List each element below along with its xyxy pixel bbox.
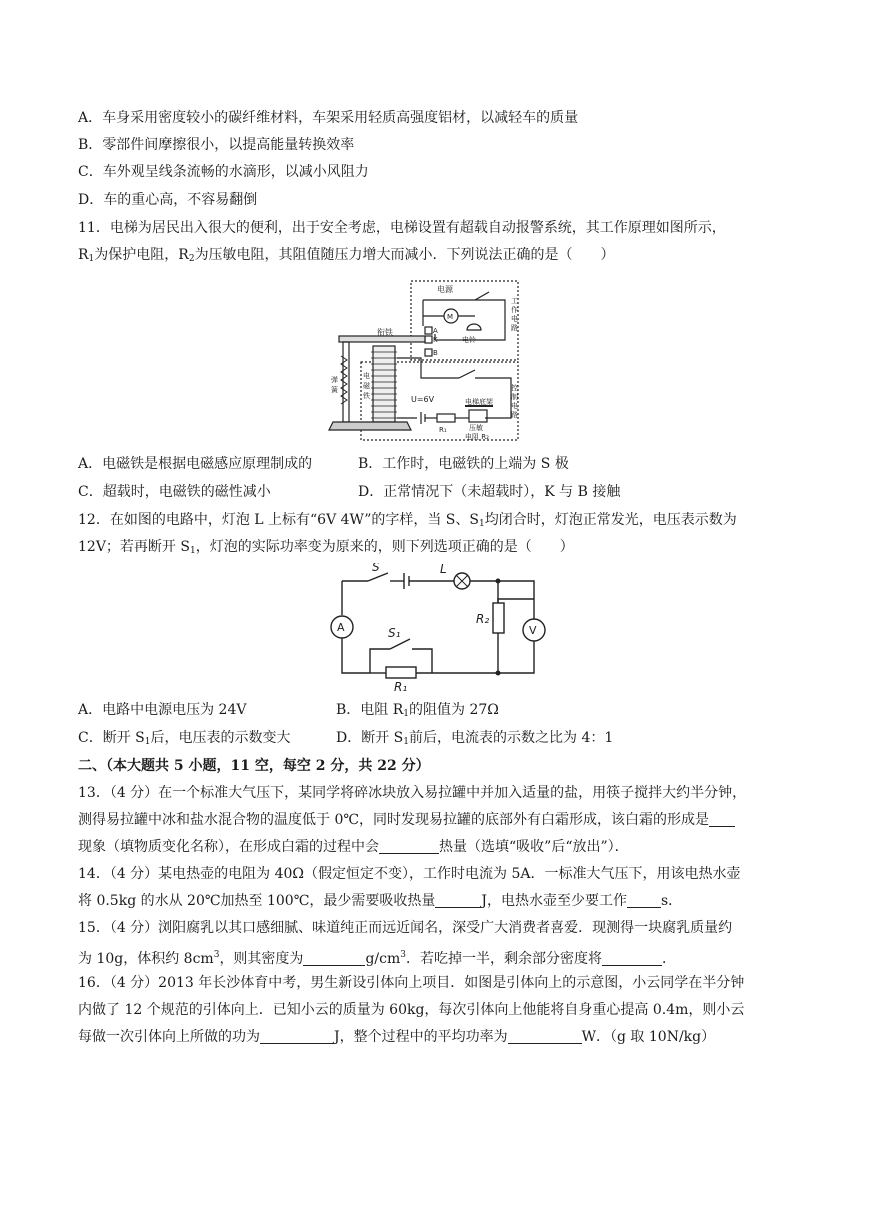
control-label-4: 路 bbox=[511, 411, 518, 419]
resistor-r2 bbox=[493, 603, 504, 633]
q12-circuit-figure bbox=[322, 563, 552, 695]
r1-label: R₁ bbox=[394, 680, 408, 694]
q14-line2: 将 0.5kg 的水从 20℃加热至 100℃，最少需要吸收热量 J，电热水壶至少要工作 s． bbox=[78, 893, 683, 909]
q14-blank-2[interactable] bbox=[627, 893, 661, 908]
section-2-heading: 二、（本大题共 5 小题，11 空，每空 2 分，共 22 分） bbox=[78, 758, 430, 774]
spring-label-2: 簧 bbox=[331, 386, 338, 394]
q15-blank-1[interactable] bbox=[303, 951, 365, 966]
q12-stem-line2: 12V；若再断开 $S_1$，灯泡的实际功率变为原来的，则下列选项正确的是（ ） bbox=[78, 539, 574, 556]
q16-line2: 内做了 12 个规范的引体向上．已知小云的质量为 60kg，每次引体向上他能将自身重心提高 0.4m，则小云 bbox=[78, 1002, 745, 1018]
r1-label: R₁ bbox=[439, 426, 447, 434]
q11-option-c: C．超载时，电磁铁的磁性减小 bbox=[78, 484, 271, 500]
q10-option-c: C．车外观呈线条流畅的水滴形，以减小风阻力 bbox=[78, 164, 369, 180]
r1-resistor bbox=[437, 414, 455, 422]
q15-line2: 为 10g，体积约 $8cm^3$，则其密度为 $g/cm^3$．若吃掉一半，剩余部分密度将 ． bbox=[78, 950, 676, 967]
q12-stem-line1: 12．在如图的电路中，灯泡 L 上标有“6V 4W”的字样，当 S、$S_1$均闭合时，灯泡正常发光，电压表示数为 bbox=[78, 512, 737, 529]
q10-option-d: D．车的重心高，不容易翻倒 bbox=[78, 192, 258, 208]
floor-label: 电梯底架 bbox=[465, 398, 493, 406]
r2-label: R₂ bbox=[476, 612, 490, 626]
contact-k-label: K bbox=[433, 336, 438, 344]
work-label-1: 工 bbox=[511, 297, 518, 305]
q11-option-b: B．工作时，电磁铁的上端为 S 极 bbox=[358, 456, 569, 472]
q12-option-c: C．断开 $S_1$后，电压表的示数变大 bbox=[78, 730, 291, 747]
control-label-2: 制 bbox=[511, 393, 518, 401]
control-label-1: 控 bbox=[511, 384, 518, 392]
q11-option-a: A．电磁铁是根据电磁感应原理制成的 bbox=[78, 456, 313, 472]
s-label: S bbox=[372, 563, 380, 574]
q11-stem-line1: 11．电梯为居民出入很大的便利，出于安全考虑，电梯设置有超载自动报警系统，其工作原理如图所示， bbox=[78, 220, 726, 236]
q13-line1: 13．（4 分）在一个标准大气压下，某同学将碎冰块放入易拉罐中并加入适量的盐，用筷子搅拌大约半分钟， bbox=[78, 785, 747, 801]
magnet-label-3: 铁 bbox=[363, 392, 370, 400]
q12-option-b: B．电阻 $R_1$的阻值为 27Ω bbox=[336, 702, 499, 719]
q11-stem-line2: $R_1$为保护电阻，$R_2$为压敏电阻，其阻值随压力增大而减小．下列说法正确的是（ ） bbox=[78, 247, 615, 264]
pressure-resistor bbox=[469, 410, 487, 422]
power-label: 电源 bbox=[437, 285, 453, 294]
q15-line1: 15．（4 分）浏阳腐乳以其口感细腻、味道纯正而远近闻名，深受广大消费者喜爱．现测得一块腐乳质量约 bbox=[78, 920, 733, 936]
l-label: L bbox=[440, 563, 447, 576]
contact-b-label: B bbox=[433, 349, 438, 357]
q14-line1: 14．（4 分）某电热壶的电阻为 40Ω（假定恒定不变），工作时电流为 5A．一标准大气压下，用该电热水壶 bbox=[78, 866, 741, 882]
armature-label: 衔铁 bbox=[377, 328, 393, 337]
battery bbox=[404, 573, 409, 589]
voltage-label: U=6V bbox=[411, 395, 435, 404]
resistor-r1 bbox=[386, 667, 416, 678]
magnet-label-1: 电 bbox=[363, 372, 370, 380]
pressure-label: 压敏 bbox=[469, 424, 483, 432]
q13-blank-2[interactable] bbox=[379, 839, 439, 854]
work-label-3: 电 bbox=[511, 315, 518, 323]
q15-blank-2[interactable] bbox=[602, 951, 662, 966]
q12-option-d: D．断开 $S_1$前后，电流表的示数之比为 4：1 bbox=[336, 730, 614, 747]
q12-option-a: A．电路中电源电压为 24V bbox=[78, 702, 247, 718]
magnet-label-2: 磁 bbox=[363, 382, 370, 390]
q13-line3: 现象（填物质变化名称），在形成白霜的过程中会 热量（选填“吸收”后“放出”）． bbox=[78, 839, 629, 855]
r2-label: 电阻 R₂ bbox=[465, 433, 489, 441]
q16-line1: 16．（4 分）2013 年长沙体育中考，男生新设引体向上项目．如图是引体向上的示意图，小云同学在半分钟 bbox=[78, 975, 745, 991]
switch-s1 bbox=[390, 639, 410, 649]
work-label-2: 作 bbox=[511, 306, 518, 314]
q16-line3: 每做一次引体向上所做的功为 J，整个过程中的平均功率为 W．（g 取 10N/kg） bbox=[78, 1029, 716, 1045]
voltmeter-label: V bbox=[529, 624, 537, 637]
q10-option-b: B．零部件间摩擦很小，以提高能量转换效率 bbox=[78, 137, 355, 153]
work-circuit-box bbox=[411, 281, 518, 360]
control-label-3: 电 bbox=[511, 402, 518, 410]
q16-blank-1[interactable] bbox=[260, 1029, 334, 1044]
bell-symbol bbox=[467, 324, 481, 330]
s1-label: S₁ bbox=[388, 626, 401, 640]
q16-blank-2[interactable] bbox=[508, 1029, 582, 1044]
q10-option-a: A．车身采用密度较小的碳纤维材料，车架采用轻质高强度铝材，以减轻车的质量 bbox=[78, 110, 579, 126]
q11-option-d: D．正常情况下（未超载时），K 与 B 接触 bbox=[358, 484, 621, 500]
motor-label: M bbox=[447, 313, 454, 321]
ammeter-label: A bbox=[337, 621, 345, 634]
q11-circuit-figure bbox=[325, 278, 523, 444]
contact-a-label: A bbox=[433, 327, 438, 335]
spring-label-1: 弹 bbox=[331, 376, 338, 384]
q13-line2: 测得易拉罐中冰和盐水混合物的温度低于 0℃，同时发现易拉罐的底部外有白霜形成，该白霜的形成是 bbox=[78, 810, 735, 830]
work-label-4: 路 bbox=[511, 324, 518, 332]
bell-label: 电铃 bbox=[462, 336, 476, 344]
q14-blank-1[interactable] bbox=[435, 893, 481, 908]
switch-s bbox=[368, 573, 388, 581]
q13-blank-1[interactable] bbox=[709, 812, 735, 827]
